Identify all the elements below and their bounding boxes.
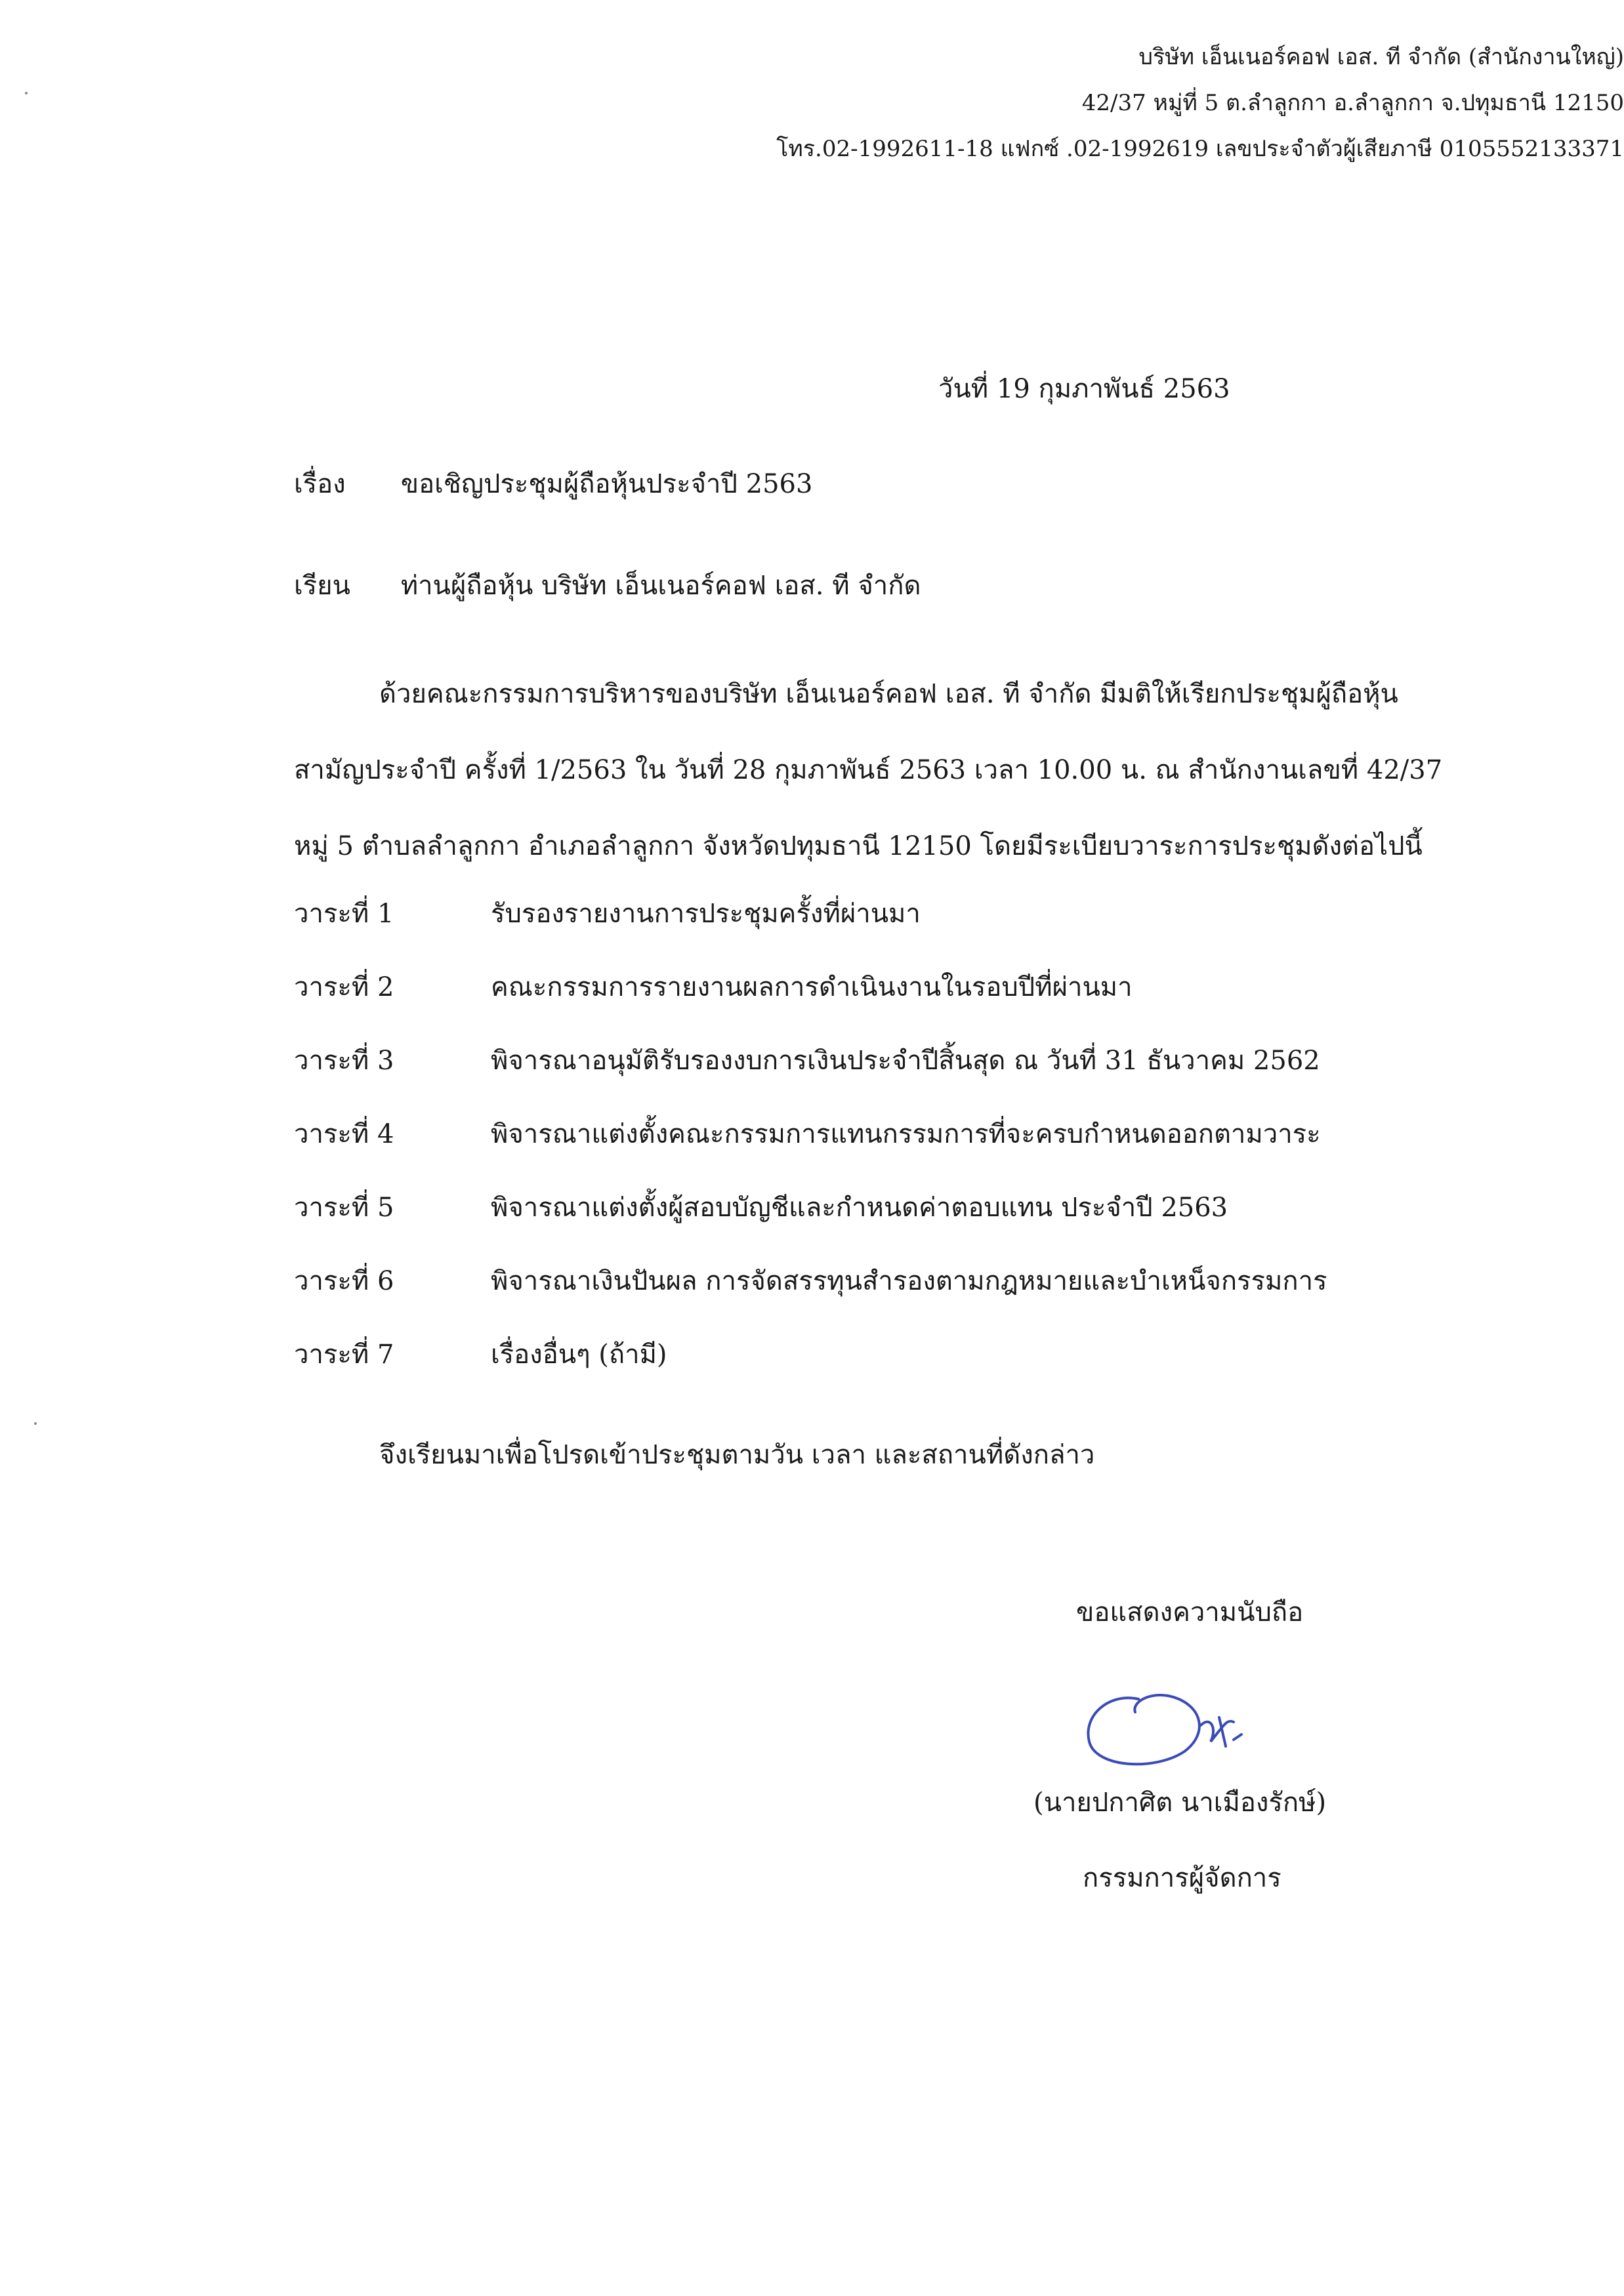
agenda-item — [294, 1333, 1327, 1406]
agenda-list — [294, 892, 1327, 1406]
agenda-text: พิจารณาเงินปันผล การจัดสรรทุนสำรองตามกฎหมายและบำเหน็จกรรมการ — [491, 1266, 1327, 1296]
recipient-text: ท่านผู้ถือหุ้น บริษัท เอ็นเนอร์คอฟ เอส. ที จำกัด — [400, 571, 921, 601]
agenda-text: พิจารณาอนุมัติรับรองงบการเงินประจำปีสิ้นสุด ณ วันที่ 31 ธันวาคม 2562 — [491, 1046, 1320, 1076]
scan-speck — [34, 1422, 37, 1425]
body-line: ด้วยคณะกรรมการบริหารของบริษัท เอ็นเนอร์คอฟ เอส. ที จำกัด มีมติให้เรียกประชุมผู้ถือหุ้น — [379, 679, 1398, 709]
closing-line: จึงเรียนมาเพื่อโปรดเข้าประชุมตามวัน เวลา และสถานที่ดังกล่าว — [379, 1440, 1095, 1470]
recipient-row — [294, 564, 921, 606]
body-line: หมู่ 5 ตำบลลำลูกกา อำเภอลำลูกกา จังหวัดปทุมธานี 12150 โดยมีระเบียบวาระการประชุมดังต่อไปนี้ — [294, 831, 1423, 861]
agenda-text: เรื่องอื่นๆ (ถ้ามี) — [491, 1340, 667, 1370]
agenda-item — [294, 1260, 1327, 1333]
subject-label: เรื่อง — [294, 469, 346, 499]
agenda-item — [294, 1039, 1327, 1113]
letterhead-contact: โทร.02-1992611-18 แฟกซ์ .02-1992619 เลขประจำตัวผู้เสียภาษี 0105552133371 — [776, 136, 1624, 162]
agenda-number: วาระที่ 2 — [294, 972, 394, 1002]
body-line: สามัญประจำปี ครั้งที่ 1/2563 ใน วันที่ 28 กุมภาพันธ์ 2563 เวลา 10.00 น. ณ สำนักงานเลขที่ 42/37 — [294, 755, 1443, 785]
agenda-text: รับรองรายงานการประชุมครั้งที่ผ่านมา — [491, 899, 921, 929]
body-paragraph — [294, 656, 1495, 884]
agenda-number: วาระที่ 3 — [294, 1046, 394, 1076]
agenda-text: พิจารณาแต่งตั้งผู้สอบบัญชีและกำหนดค่าตอบแทน ประจำปี 2563 — [491, 1193, 1228, 1223]
agenda-item — [294, 892, 1327, 966]
letterhead — [771, 34, 1624, 172]
agenda-number: วาระที่ 7 — [294, 1340, 394, 1370]
subject-text: ขอเชิญประชุมผู้ถือหุ้นประจำปี 2563 — [400, 469, 813, 499]
signer-position: กรรมการผู้จัดการ — [1083, 1863, 1281, 1893]
agenda-number: วาระที่ 6 — [294, 1266, 394, 1296]
agenda-number: วาระที่ 1 — [294, 899, 394, 929]
agenda-number: วาระที่ 5 — [294, 1193, 394, 1223]
agenda-text: พิจารณาแต่งตั้งคณะกรรมการแทนกรรมการที่จะครบกำหนดออกตามวาระ — [491, 1119, 1321, 1149]
agenda-number: วาระที่ 4 — [294, 1119, 394, 1149]
subject-row — [294, 462, 812, 504]
letter-date: วันที่ 19 กุมภาพันธ์ 2563 — [938, 374, 1230, 404]
agenda-item — [294, 966, 1327, 1039]
agenda-item — [294, 1113, 1327, 1186]
regards-text: ขอแสดงความนับถือ — [1076, 1597, 1304, 1628]
signature-image — [1070, 1679, 1332, 1778]
letterhead-company: บริษัท เอ็นเนอร์คอฟ เอส. ที จำกัด (สำนักงานใหญ่) — [1138, 44, 1624, 70]
recipient-label: เรียน — [294, 571, 350, 601]
letterhead-address: 42/37 หมู่ที่ 5 ต.ลำลูกกา อ.ลำลูกกา จ.ปทุมธานี 12150 — [1081, 90, 1624, 116]
signer-name: (นายปกาศิต นาเมืองรักษ์) — [1033, 1788, 1327, 1818]
agenda-text: คณะกรรมการรายงานผลการดำเนินงานในรอบปีที่ผ่านมา — [491, 972, 1133, 1002]
scan-speck — [25, 92, 28, 94]
agenda-item — [294, 1186, 1327, 1260]
